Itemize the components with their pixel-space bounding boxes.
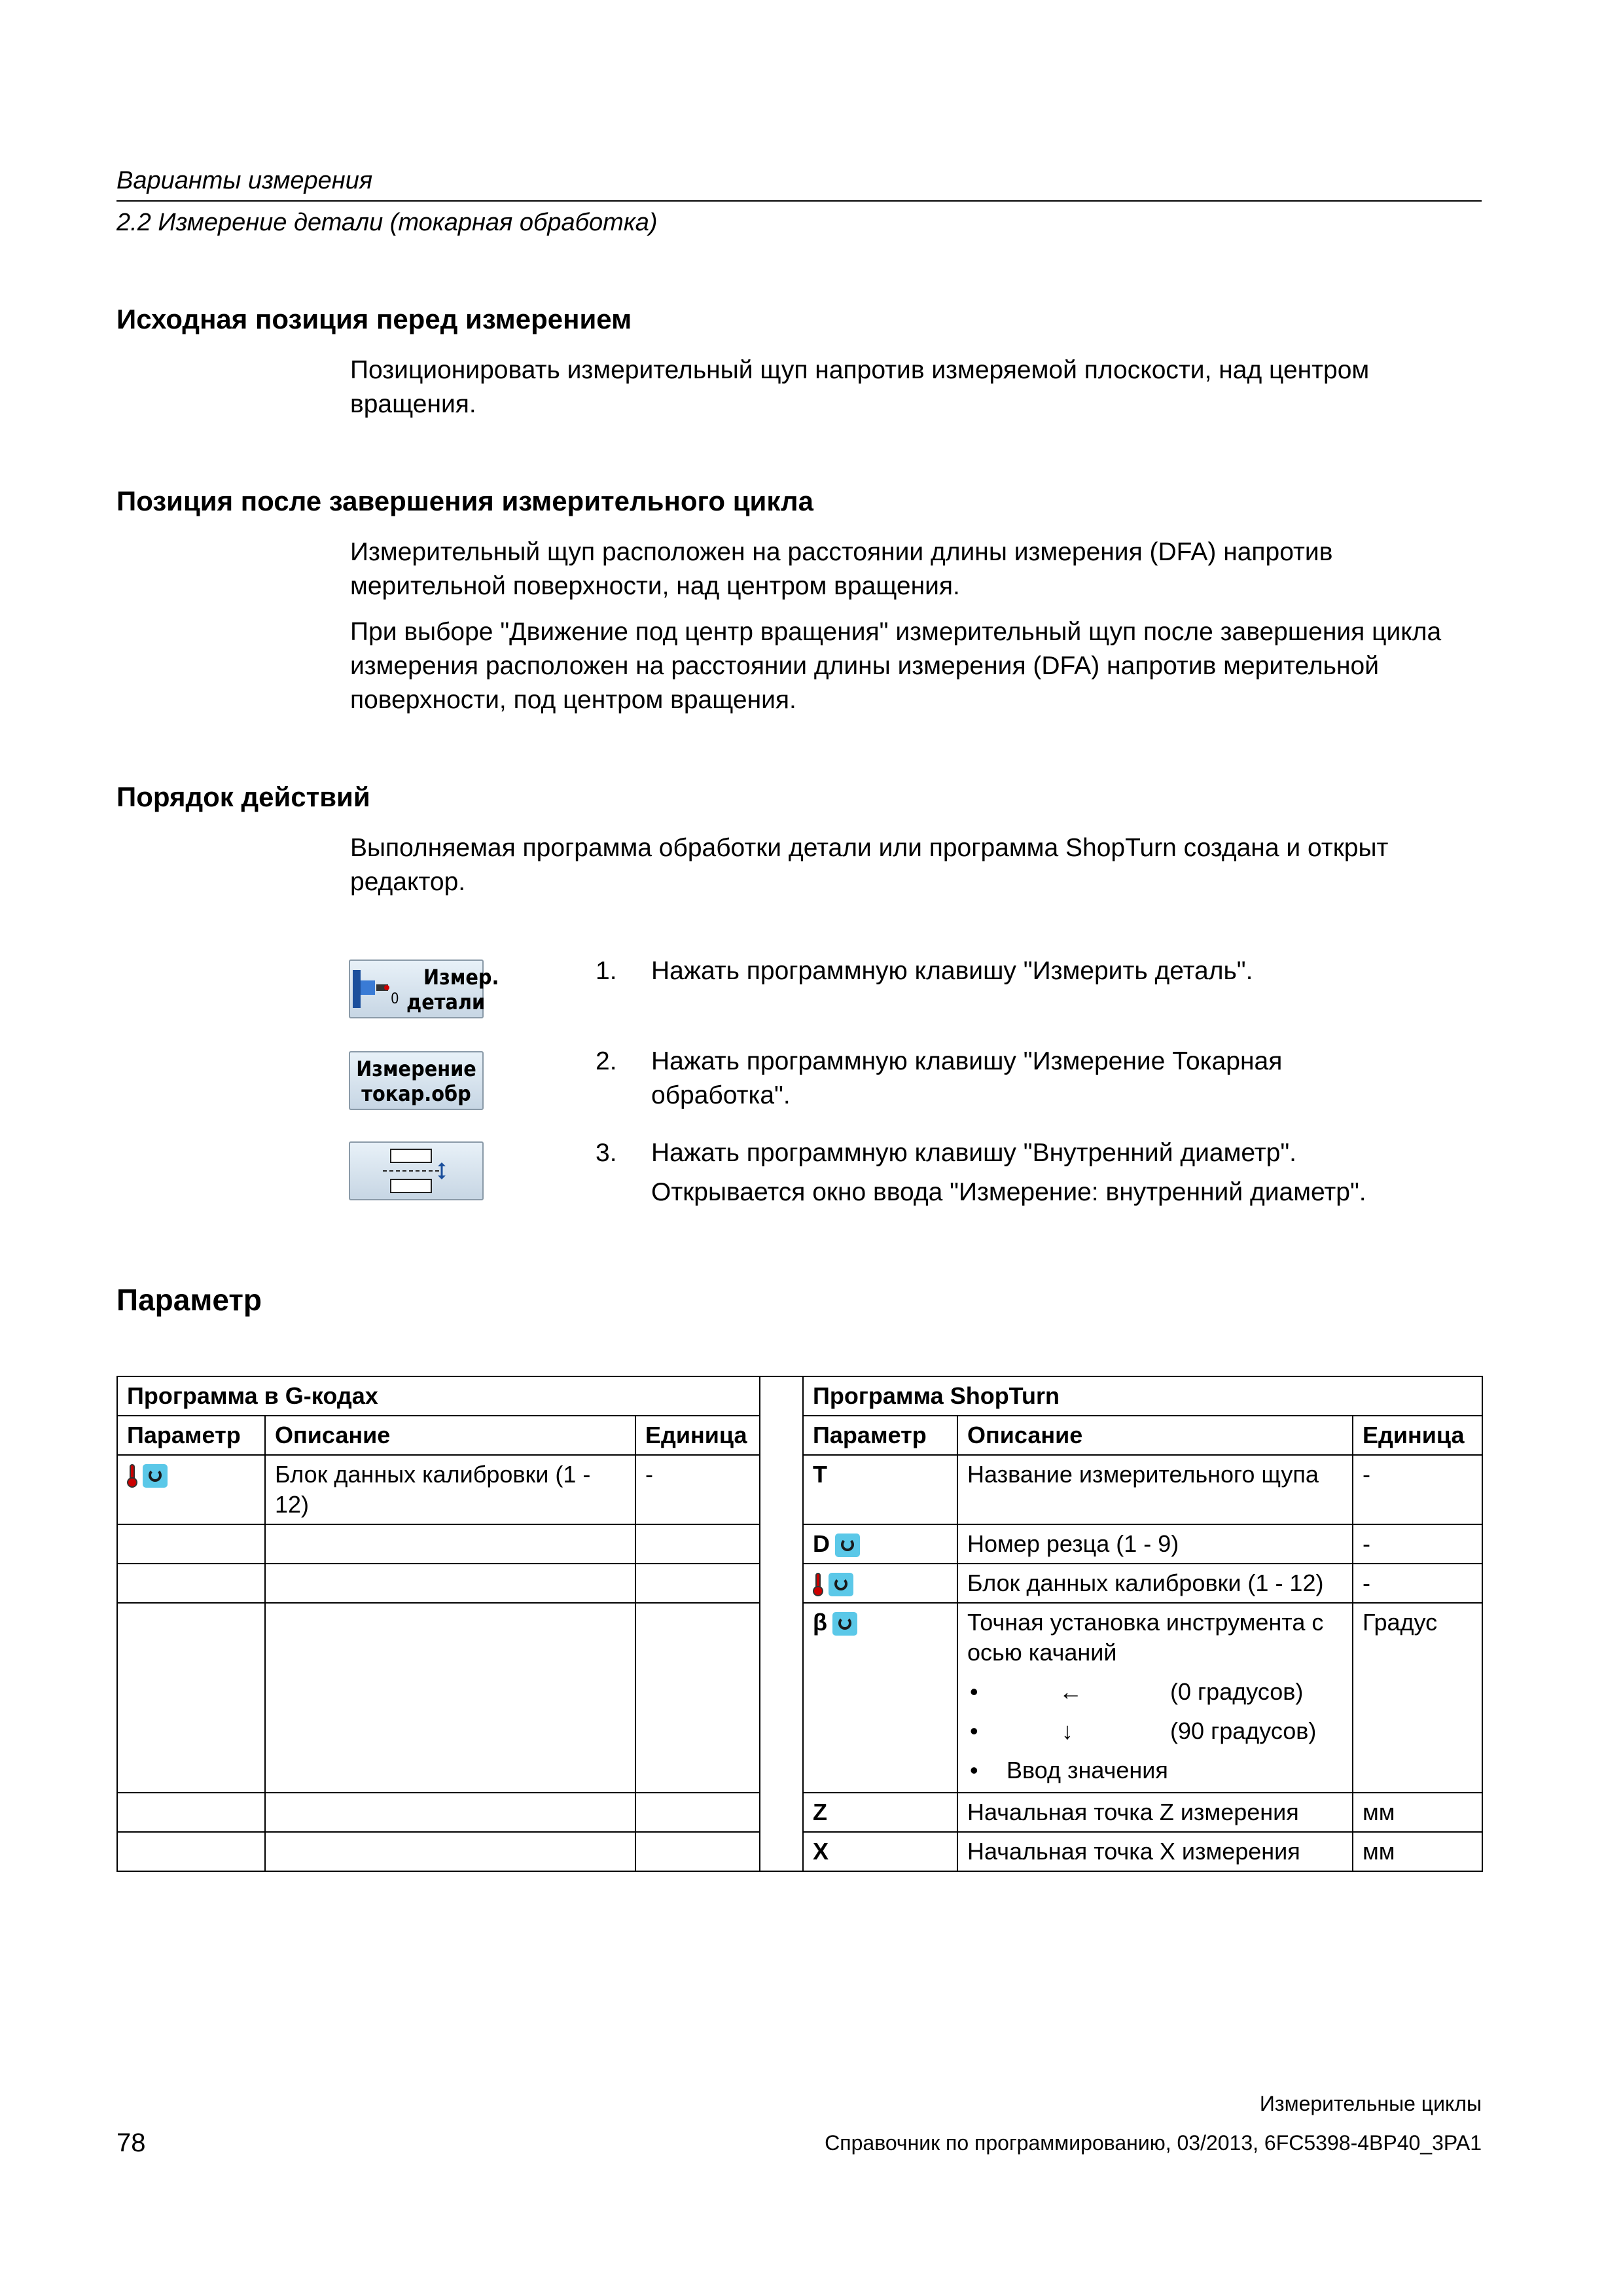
cycle-icon bbox=[832, 1612, 857, 1636]
cycle-icon bbox=[835, 1534, 860, 1557]
shopturn-param-cell: Z bbox=[803, 1793, 957, 1832]
heading-start-position: Исходная позиция перед измерением bbox=[116, 304, 632, 334]
shopturn-param-cell: β bbox=[803, 1603, 957, 1793]
footer-book-title: Измерительные циклы bbox=[1259, 2092, 1482, 2115]
softkey-label-line2: детали bbox=[406, 990, 486, 1014]
step-1 bbox=[596, 954, 1486, 994]
shopturn-desc-cell: Начальная точка X измерения bbox=[957, 1832, 1353, 1871]
swivel-desc: Точная установка инструмента с осью качаний bbox=[967, 1609, 1324, 1666]
running-header-chapter: Варианты измерения bbox=[116, 167, 373, 194]
shopturn-desc-cell: Начальная точка Z измерения bbox=[957, 1793, 1353, 1832]
gcode-col-unit: Единица bbox=[635, 1416, 760, 1455]
shopturn-param-cell: X bbox=[803, 1832, 957, 1871]
step-text: Нажать программную клавишу "Измерение Токарная обработка". bbox=[651, 1047, 1283, 1109]
page-number: 78 bbox=[116, 2128, 146, 2157]
thermometer-icon bbox=[127, 1463, 137, 1489]
shopturn-param-cell bbox=[803, 1564, 957, 1603]
gcode-desc-cell: Блок данных калибровки (1 - 12) bbox=[265, 1455, 635, 1524]
softkey-label-prefix: 0 bbox=[391, 991, 399, 1007]
softkey-label-line1: Измерение bbox=[356, 1056, 476, 1081]
step-result-text: Открывается окно ввода "Измерение: внутренний диаметр". bbox=[651, 1178, 1366, 1206]
measure-turning-softkey[interactable] bbox=[349, 1051, 484, 1110]
shopturn-param-cell: T bbox=[803, 1455, 957, 1524]
heading-parameters: Параметр bbox=[116, 1283, 262, 1317]
softkey-label-line1: Измер. bbox=[423, 965, 499, 990]
start-position-text: Позиционировать измерительный щуп напротив измеряемой плоскости, над центром вращения. bbox=[350, 356, 1370, 418]
step-text: Нажать программную клавишу "Измерить деталь". bbox=[651, 957, 1253, 985]
shopturn-unit-cell: мм bbox=[1353, 1793, 1482, 1832]
gcode-unit-cell: - bbox=[635, 1455, 760, 1524]
shopturn-unit-cell: - bbox=[1353, 1564, 1482, 1603]
step-2 bbox=[596, 1045, 1486, 1117]
table-gap-column bbox=[760, 1376, 803, 1871]
step-number: 3. bbox=[596, 1139, 617, 1167]
shopturn-desc-cell bbox=[957, 1603, 1353, 1793]
gcode-col-param: Параметр bbox=[117, 1416, 265, 1455]
shopturn-param-cell: D bbox=[803, 1524, 957, 1564]
running-header-section: 2.2 Измерение детали (токарная обработка) bbox=[116, 209, 658, 236]
shopturn-desc-cell: Номер резца (1 - 9) bbox=[957, 1524, 1353, 1564]
shopturn-group-header: Программа ShopTurn bbox=[803, 1376, 1482, 1416]
option-item: • ← (0 градусов) bbox=[967, 1677, 1343, 1707]
step-text: Нажать программную клавишу "Внутренний диаметр". bbox=[651, 1139, 1297, 1167]
shopturn-unit-cell: мм bbox=[1353, 1832, 1482, 1871]
cycle-icon bbox=[143, 1464, 168, 1488]
end-position-text-2: При выборе "Движение под центр вращения" измерительный щуп после завершения цикла измерения расположен на расстоянии длины измерения (DFA) напротив мерительной поверхности, под центром вращения. bbox=[350, 618, 1442, 714]
heading-end-position: Позиция после завершения измерительного цикла bbox=[116, 486, 813, 516]
gcode-group-header: Программа в G-кодах bbox=[117, 1376, 760, 1416]
table-group-header-row bbox=[117, 1376, 1482, 1416]
cycle-icon bbox=[829, 1573, 853, 1596]
inner-diameter-icon bbox=[350, 1143, 482, 1199]
shopturn-unit-cell: - bbox=[1353, 1524, 1482, 1564]
thermometer-icon bbox=[813, 1571, 823, 1598]
header-rule bbox=[116, 200, 1482, 202]
shopturn-unit-cell: Градус bbox=[1353, 1603, 1482, 1793]
softkey-label-line2: токар.обр bbox=[361, 1081, 471, 1106]
shopturn-col-param: Параметр bbox=[803, 1416, 957, 1455]
procedure-intro: Выполняемая программа обработки детали или программа ShopTurn создана и открыт редактор. bbox=[350, 834, 1389, 896]
shopturn-desc-cell: Название измерительного щупа bbox=[957, 1455, 1353, 1524]
parameter-table bbox=[116, 1376, 1483, 1872]
step-number: 1. bbox=[596, 957, 617, 985]
heading-procedure: Порядок действий bbox=[116, 781, 370, 812]
step-3 bbox=[596, 1136, 1486, 1208]
shopturn-col-unit: Единица bbox=[1353, 1416, 1482, 1455]
step-number: 2. bbox=[596, 1047, 617, 1075]
footer-reference: Справочник по программированию, 03/2013, 6FC5398-4BP40_3PA1 bbox=[825, 2131, 1482, 2155]
shopturn-col-desc: Описание bbox=[957, 1416, 1353, 1455]
gcode-col-desc: Описание bbox=[265, 1416, 635, 1455]
inner-diameter-softkey[interactable] bbox=[349, 1141, 484, 1200]
arrow-down-icon: • ↓ bbox=[1061, 1717, 1074, 1744]
option-item: • ↓ (90 градусов) bbox=[967, 1716, 1343, 1746]
shopturn-desc-cell: Блок данных калибровки (1 - 12) bbox=[957, 1564, 1353, 1603]
arrow-left-icon: • ← bbox=[1059, 1678, 1083, 1705]
end-position-text-1: Измерительный щуп расположен на расстоянии длины измерения (DFA) напротив мерительной поверхности, над центром вращения. bbox=[350, 538, 1333, 600]
gcode-param-cell bbox=[117, 1455, 265, 1524]
measure-part-softkey[interactable] bbox=[349, 960, 499, 1018]
shopturn-unit-cell: - bbox=[1353, 1455, 1482, 1524]
option-item: • Ввод значения bbox=[967, 1755, 1343, 1785]
